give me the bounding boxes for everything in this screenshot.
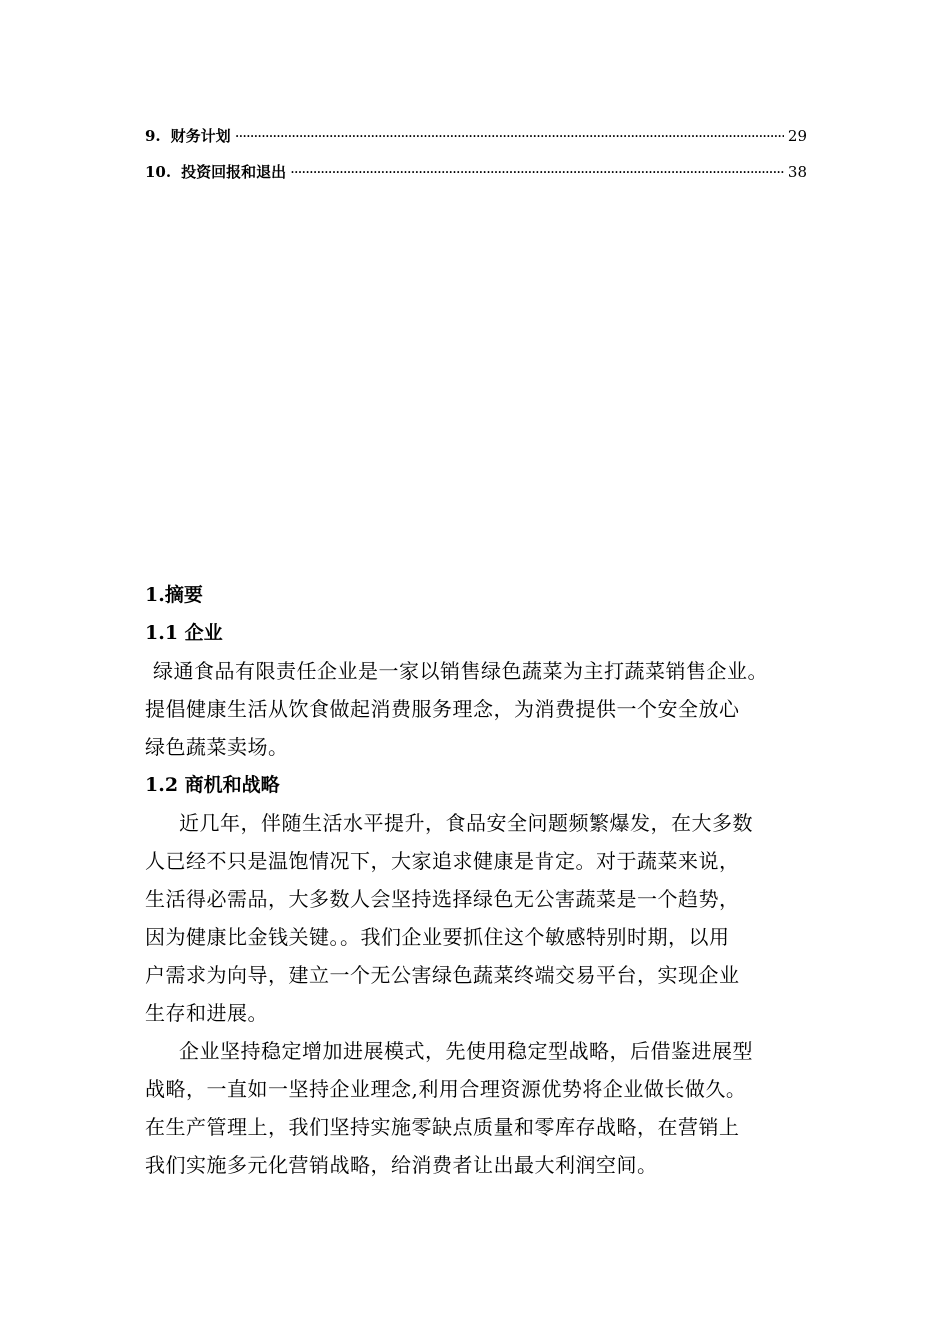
toc-page-number: 38 bbox=[787, 163, 807, 181]
strategy-paragraph-1 bbox=[145, 804, 825, 1032]
text-line: 生存和进展。 bbox=[145, 1001, 268, 1025]
toc-entry-10[interactable] bbox=[145, 161, 807, 183]
text-line: 绿通食品有限责任企业是一家以销售绿色蔬菜为主打蔬菜销售企业。 bbox=[153, 659, 768, 683]
text-line: 我们实施多元化营销战略，给消费者让出最大利润空间。 bbox=[145, 1153, 658, 1177]
text-line: 战略，一直如一坚持企业理念,利用合理资源优势将企业做长做久。 bbox=[145, 1077, 747, 1101]
text-line: 因为健康比金钱关键。。我们企业要抓住这个敏感特别时期，以用 bbox=[145, 925, 730, 949]
summary-section bbox=[145, 576, 825, 1184]
subsection-heading-strategy: 1.2 商机和战略 bbox=[145, 774, 280, 796]
toc-number: 10. bbox=[145, 163, 172, 181]
toc-leader-dots bbox=[235, 125, 784, 147]
company-paragraph bbox=[145, 652, 825, 766]
toc-title: 投资回报和退出 bbox=[181, 163, 287, 181]
subsection-heading-company: 1.1 企业 bbox=[145, 622, 223, 644]
text-line: 近几年，伴随生活水平提升，食品安全问题频繁爆发，在大多数 bbox=[179, 811, 753, 835]
toc-page-number: 29 bbox=[787, 127, 807, 145]
toc-entry-9[interactable] bbox=[145, 125, 807, 147]
text-line: 在生产管理上，我们坚持实施零缺点质量和零库存战略，在营销上 bbox=[145, 1115, 740, 1139]
toc-title: 财务计划 bbox=[170, 127, 231, 145]
text-line: 提倡健康生活从饮食做起消费服务理念，为消费提供一个安全放心 bbox=[145, 697, 740, 721]
section-heading: 1.摘要 bbox=[145, 584, 203, 606]
text-line: 人已经不只是温饱情况下，大家追求健康是肯定。对于蔬菜来说， bbox=[145, 849, 740, 873]
toc-number: 9. bbox=[145, 127, 161, 145]
text-line: 绿色蔬菜卖场。 bbox=[145, 735, 289, 759]
text-line: 户需求为向导，建立一个无公害绿色蔬菜终端交易平台，实现企业 bbox=[145, 963, 740, 987]
toc-leader-dots bbox=[290, 161, 784, 183]
strategy-paragraph-2 bbox=[145, 1032, 825, 1184]
text-line: 企业坚持稳定增加进展模式，先使用稳定型战略，后借鉴进展型 bbox=[179, 1039, 753, 1063]
text-line: 生活得必需品，大多数人会坚持选择绿色无公害蔬菜是一个趋势， bbox=[145, 887, 740, 911]
